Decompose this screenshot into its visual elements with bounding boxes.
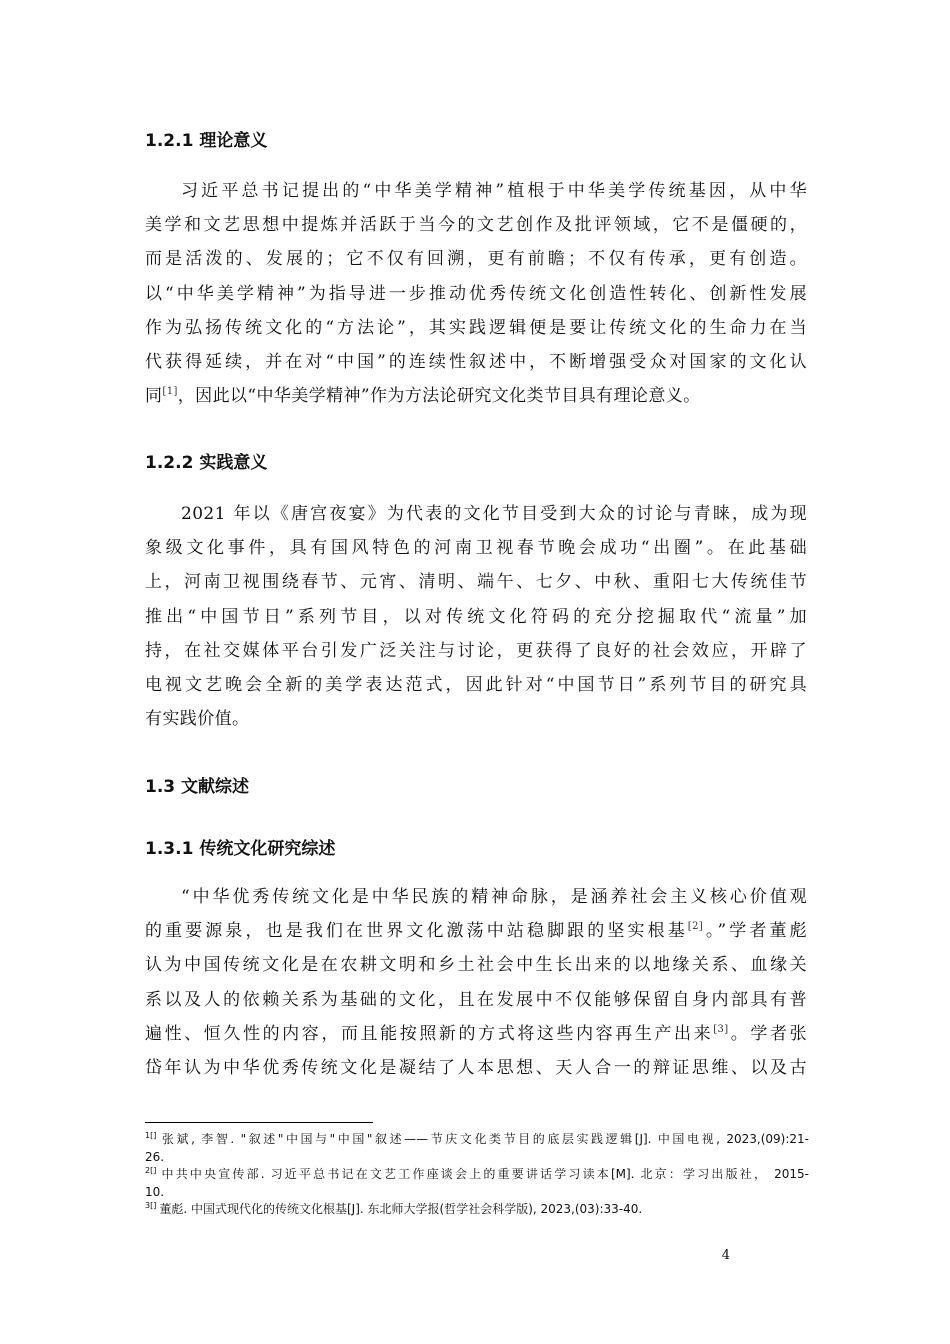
text-line: 美学和文艺思想中提炼并活跃于当今的文艺创作及批评领域，它不是僵硬的， xyxy=(145,215,807,236)
paragraph-traditional-culture-review xyxy=(145,880,807,1085)
text-line: 而是活泼的、发展的；它不仅有回溯，更有前瞻；不仅有传承，更有创造。 xyxy=(145,249,807,270)
text-line: 以“中华美学精神”为指导进一步推动优秀传统文化创造性转化、创新性发展 xyxy=(145,283,807,304)
text-line: 上，河南卫视围绕春节、元宵、清明、端午、七夕、中秋、重阳七大传统佳节 xyxy=(145,572,807,593)
footnote-mark: 2[] xyxy=(145,1166,157,1175)
text-line: 习近平总书记提出的“中华美学精神”植根于中华美学传统基因，从中华 xyxy=(181,181,807,201)
text-line xyxy=(145,379,807,413)
text-line: 象级文化事件，具有国风特色的河南卫视春节晚会成功“出圈”。在此基础 xyxy=(145,538,807,559)
text-run: 遍性、恒久性的内容，而且能按照新的方式将这些内容再生产出来 xyxy=(145,1023,714,1044)
page-number: 4 xyxy=(721,1248,730,1263)
section-heading-1-2-1: 1.2.1 理论意义 xyxy=(145,131,268,151)
footnote-text: 董彪. 中国式现代化的传统文化根基[J]. 东北师大学报(哲学社会科学版), 2023,(03):33-40. xyxy=(159,1202,643,1216)
footnote-2-cont: 10. xyxy=(145,1184,165,1199)
text-line: 有实践价值。 xyxy=(145,709,250,730)
text-run: 的重要源泉，也是我们在世界文化激荡中站稳脚跟的坚实根基 xyxy=(145,921,688,942)
footnote-mark: 3[] xyxy=(145,1201,157,1210)
text-line: 2021 年以《唐宫夜宴》为代表的文化节目受到大众的讨论与青睐，成为现 xyxy=(181,504,807,524)
text-line: 持，在社交媒体平台引发广泛关注与讨论，更获得了良好的社会效应，开辟了 xyxy=(145,640,807,661)
text-line: 代获得延续，并在对“中国”的连续性叙述中，不断增强受众对国家的文化认 xyxy=(145,351,807,372)
citation-ref-2[interactable]: [2] xyxy=(687,921,704,933)
footnote-text: 张斌, 李智. "叙述"中国与"中国"叙述——节庆文化类节目的底层实践逻辑[J]. 中国电视, 2023,(09):21- xyxy=(159,1132,809,1146)
footnote-3 xyxy=(145,1201,809,1219)
footnote-mark: 1[] xyxy=(145,1131,157,1140)
text-line: 作为弘扬传统文化的“方法论”，其实践逻辑便是要让传统文化的生命力在当 xyxy=(145,317,807,338)
text-run: 同 xyxy=(145,386,163,407)
paragraph-theoretical-significance xyxy=(145,174,807,413)
paragraph-practical-significance xyxy=(145,497,807,736)
section-heading-1-2-2: 1.2.2 实践意义 xyxy=(145,453,268,473)
text-run: 。学者张 xyxy=(728,1023,807,1044)
citation-ref-1[interactable]: [1] xyxy=(162,386,178,398)
footnote-1-cont: 26. xyxy=(145,1149,165,1164)
footnote-2 xyxy=(145,1166,809,1184)
text-line: 推出“中国节日”系列节目，以对传统文化符码的充分挖掘取代“流量”加 xyxy=(145,606,807,627)
footnote-text: 中共中央宣传部. 习近平总书记在文艺工作座谈会上的重要讲话学习读本[M]. 北京：学习出版社， 2015- xyxy=(159,1167,809,1181)
text-line xyxy=(145,1017,807,1051)
text-line: 认为中国传统文化是在农耕文明和乡土社会中生长出来的以地缘关系、血缘关 xyxy=(145,955,807,976)
footnote-separator xyxy=(145,1122,373,1123)
section-heading-1-3-1: 1.3.1 传统文化研究综述 xyxy=(145,839,336,859)
text-line: 岱年认为中华优秀传统文化是凝结了人本思想、天人合一的辩证思维、以及古 xyxy=(145,1057,807,1078)
text-line: 系以及人的依赖关系为基础的文化，且在发展中不仅能够保留自身内部具有普 xyxy=(145,989,807,1010)
text-line: 电视文艺晚会全新的美学表达范式，因此针对“中国节日”系列节目的研究具 xyxy=(145,674,807,695)
citation-ref-3[interactable]: [3] xyxy=(713,1023,729,1035)
text-line xyxy=(145,914,807,948)
text-run: ，因此以“中华美学精神”作为方法论研究文化类节目具有理论意义。 xyxy=(177,386,701,407)
section-heading-1-3: 1.3 文献综述 xyxy=(145,777,250,797)
text-run: 。”学者董彪 xyxy=(703,921,807,942)
footnote-1 xyxy=(145,1131,809,1149)
text-line: “中华优秀传统文化是中华民族的精神命脉，是涵养社会主义核心价值观 xyxy=(181,887,807,907)
footnotes xyxy=(145,1131,809,1219)
